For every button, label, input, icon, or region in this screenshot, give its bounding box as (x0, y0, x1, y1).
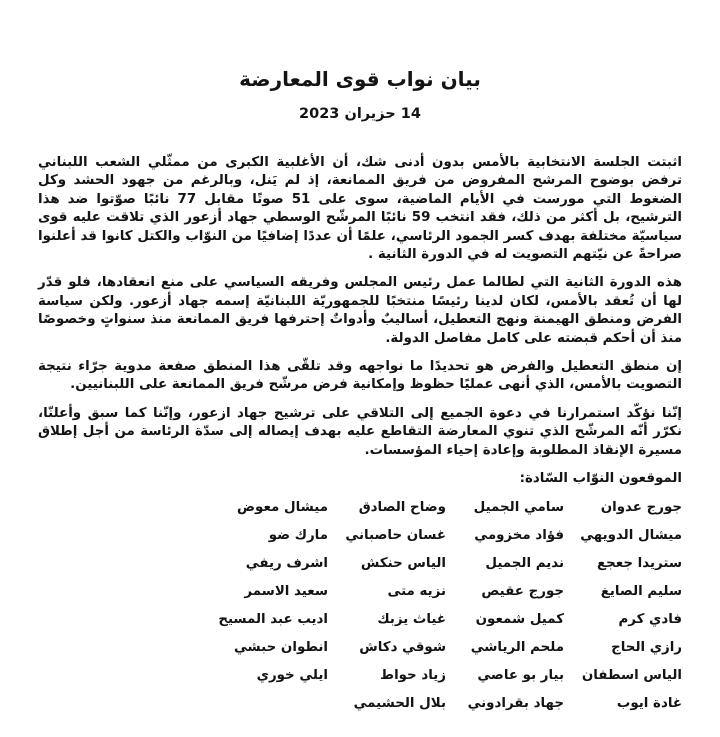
signer-name: غادة ايوب (616, 695, 682, 711)
signer-name: ستريدا جعجع (597, 555, 682, 571)
paragraph: هذه الدورة الثانية التي لطالما عمل رئيس المجلس وفريقه السياسي على منع انعقادها، فلو قدّر لها أن تُعقد بالأمس، لكان لدينا رئيسًا منتخبًا للجمهوريّة اللبنانيّة إسمه جهاد أزعور. ولكن سياسة الفرض ومنطق الهيمنة ونهج التعطيل، أساليبٌ وأدواتٌ إحترفها فريق الممانعة منذ سنواتٍ وخصوصًا منذ أن أحكم قبضته على كامل مفاصل الدولة. (38, 275, 682, 346)
signer-name: ايلي خوري (256, 667, 328, 683)
signer-name: سليم الصايغ (600, 583, 682, 599)
signer-name: ميشال معوض (237, 499, 328, 515)
signer-name: فادي كرم (618, 611, 682, 627)
paragraph: إن منطق التعطيل والفرض هو تحديدًا ما نواجهه وقد تلقّى هذا المنطق صفعة مدوية جرّاء نتيجة التصويت بالأمس، الذي أنهى عمليًا حظوظ وإمكانية فرض مرشّح فريق الممانعة على اللبنانيين. (38, 359, 682, 393)
signer-name: نديم الجميل (485, 555, 564, 571)
signer-name: سعيد الاسمر (244, 583, 328, 599)
signer-name: الياس اسطفان (581, 667, 682, 683)
signer-name: شوقي دكاش (359, 639, 446, 655)
paragraph: اثبتت الجلسة الانتخابية بالأمس بدون أدنى شك، أن الأغلبية الكبرى من ممثّلي الشعب اللبناني ترفض بوضوح المرشح المفروض من فريق الممانعة، إذ لم يَنل، وبالرغم من جهود الحشد وكل الضغوط التي مورست في الأيام الماضية، سوى على 51 صوتًا مقابل 77 نائبًا صوّتوا ضد هذا الترشيح، بل أكثر من ذلك، فقد انتخب 59 نائبًا المرشّح الوسطي جهاد أزعور الذي تلاقت عليه قوى سياسيّة مختلفة بهدف كسر الجمود الرئاسي، علمًا أن عددًا إضافيًا من النوّاب والكتل كانوا قد أعلنوا صراحةً عن نيّتهم التصويت له في الدورة الثانية . (38, 155, 682, 263)
signer-name: وضاح الصادق (358, 499, 446, 515)
signer-name: سامي الجميل (473, 499, 564, 515)
signer-name: انطوان حبشي (233, 639, 328, 655)
document-title: بيان نواب قوى المعارضة (239, 67, 481, 91)
signer-name: جورج عدوان (600, 499, 682, 515)
document-date: 14 حزيران 2023 (299, 106, 421, 122)
signer-name: جهاد بقرادوني (467, 695, 564, 711)
signers-heading: الموقعون النوّاب السّادة: (519, 471, 682, 487)
signer-name: كميل شمعون (475, 611, 564, 627)
signer-name: نزيه متى (387, 583, 446, 599)
signer-name: زياد حواط (380, 667, 446, 683)
signer-name: مارك ضو (268, 527, 328, 543)
signer-name: جورج عقيص (481, 583, 564, 599)
signer-name: غياث يزبك (377, 611, 446, 627)
signer-name: بيار بو عاصي (477, 667, 564, 683)
signer-name: بلال الحشيمي (353, 695, 446, 711)
signer-name: الياس حنكش (360, 555, 446, 571)
signer-name: ميشال الدويهي (580, 527, 682, 543)
paragraph: إنّنا نؤكّد استمرارنا في دعوة الجميع إلى التلاقي على ترشيح جهاد ازعور، وإنّنا كما سبق وأعلنّا، نكرّر أنّه المرشّح الذي تنوي المعارضة التقاطع عليه بهدف إيصاله إلى سدّة الرئاسة من أجل إطلاق مسيرة الإنقاذ المطلوبة وإعادة إحياء المؤسسات. (38, 405, 682, 458)
signer-name: غسان حاصباني (345, 527, 446, 543)
signers-list (38, 499, 682, 721)
signer-name: اشرف ريفي (245, 555, 328, 571)
signer-name: اديب عبد المسيح (218, 611, 328, 627)
signer-name: ملحم الرياشي (470, 639, 564, 655)
statement-body (38, 154, 682, 460)
signer-name: فؤاد مخزومي (474, 527, 564, 543)
signer-name: رازي الحاج (611, 639, 682, 655)
